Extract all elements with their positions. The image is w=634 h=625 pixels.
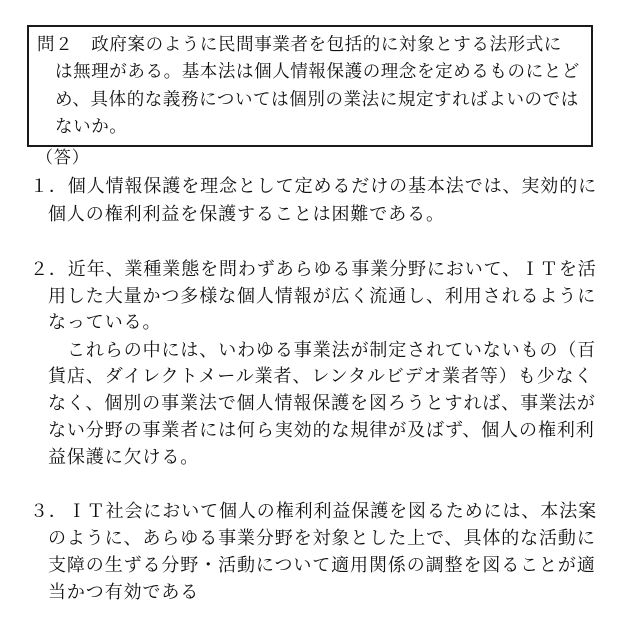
answer-2-line: ２．近年、業種業態を問わずあらゆる事業分野において、ＩＴを活 [30,259,597,280]
answer-2-paragraph-line: なく、個別の事業法で個人情報保護を図ろうとすれば、事業法が [48,393,596,414]
answer-3-line: のように、あらゆる事業分野を対象とした上で、具体的な活動に [48,528,596,549]
answer-1-line: 個人の権利利益を保護することは困難である。 [48,204,445,225]
answer-header: （答） [36,148,90,168]
answer-3-line: 支障の生ずる分野・活動について適用関係の調整を図ることが適 [48,555,596,576]
answer-2-line: 用した大量かつ多様な個人情報が広く流通し、利用されるように [48,286,597,307]
answer-3-line: ３．ＩＴ社会において個人の権利利益保護を図るためには、本法案 [30,501,597,522]
answer-2-paragraph-line: 貨店、ダイレクトメール業者、レンタルビデオ業者等）も少なく [48,366,594,387]
answer-2-paragraph-line: ない分野の事業者には何ら実効的な規律が及ばず、個人の権利利 [48,420,595,441]
answer-3-line: 当かつ有効である [48,582,200,603]
question-line: ないか。 [55,117,128,137]
question-line: 問２ 政府案のように民間事業者を包括的に対象とする法形式に [37,35,562,55]
answer-2-paragraph-line: これらの中には、いわゆる事業法が制定されていないもの（百 [67,340,597,361]
question-line: は無理がある。基本法は個人情報保護の理念を定めるものにとど [55,62,580,82]
answer-2-paragraph-line: 益保護に欠ける。 [48,447,200,468]
answer-1-line: １．個人情報保護を理念として定めるだけの基本法では、実効的に [30,176,597,197]
answer-2-line: なっている。 [48,312,162,333]
question-line: め、具体的な義務については個別の業法に規定すればよいのでは [55,90,579,110]
